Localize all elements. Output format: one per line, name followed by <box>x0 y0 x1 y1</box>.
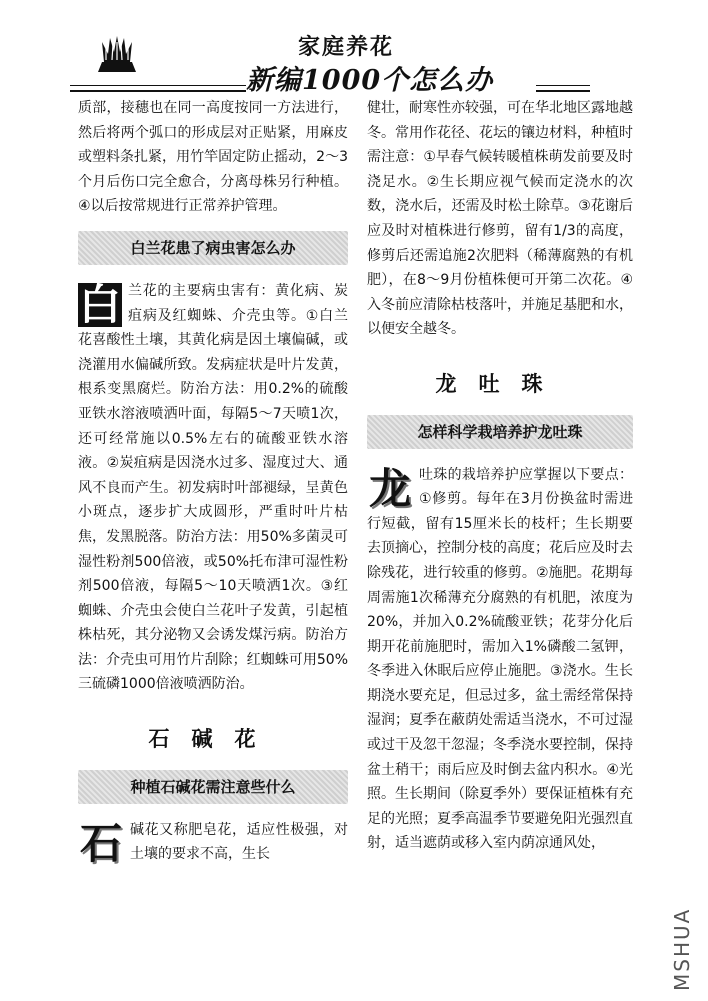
paragraph <box>78 279 348 697</box>
paragraph <box>78 818 348 867</box>
header-rule <box>536 90 590 92</box>
header-rule <box>70 90 246 92</box>
watermark-text: MSHUA <box>670 907 694 991</box>
paragraph: 质部，接穗也在同一高度按同一方法进行，然后将两个弧口的形成层对正贴紧，用麻皮或塑料条扎紧，用竹竿固定防止摇动，2～3个月后伤口完全愈合，分离母株另行种植。④以后按常规进行正常养护管理。 <box>78 100 348 215</box>
section-title: 龙吐珠 <box>435 370 565 396</box>
paragraph-text: 兰花的主要病虫害有：黄化病、炭疽病及红蜘蛛、介壳虫等。①白兰花喜酸性土壤，其黄化病是因土壤偏碱，或浇灌用水偏碱所致。发病症状是叶片发黄，根系变黑腐烂。防治方法：用0.2%的硫酸亚铁水溶液喷洒叶面，每隔5～7天喷1次，还可经常施以0.5%左右的硫酸亚铁水溶液。②炭疽病是因浇水过多、湿度过大、通风不良而产生。初发病时叶部褪绿，呈黄色小斑点，逐步扩大成圆形，严重时叶片枯焦，发黑脱落。防治方法：用50%多菌灵可湿性粉剂500倍液，或50%托布津可湿性粉剂500倍液，每隔5～10天喷洒1次。③红蜘蛛、介壳虫会使白兰花叶子发黄，引起植株枯死，其分泌物又会诱发煤污病。防治方法：介壳虫可用竹片刮除；红蜘蛛可用50%三硫磷1000倍液喷洒防治。 <box>78 282 348 693</box>
paragraph: 健壮，耐寒性亦较强，可在华北地区露地越冬。常用作花径、花坛的镶边材料，种植时需注意：①早春气候转暖植株萌发前要及时浇足水。②生长期应视气候而定浇水的次数，浇水后，还需及时松土除草。③花谢后应及时对植株进行修剪，留有1/3的高度，修剪后还需追施2次肥料（稀薄腐熟的有机肥），在8～9月份植株便可开第二次花。④入冬前应清除枯枝落叶，并施足基肥和水，以便安全越冬。 <box>367 100 633 338</box>
page-header <box>70 30 590 96</box>
right-column <box>367 96 633 856</box>
section-title: 石碱花 <box>148 726 278 752</box>
watermark <box>668 905 696 991</box>
paragraph-text: 吐珠的栽培养护应掌握以下要点：①修剪。每年在3月份换盆时需进行短截，留有15厘米长的枝杆；生长期要去顶摘心，控制分枝的高度；花后应及时去除残花，进行较重的修剪。②施肥。花期每周需施1次稀薄充分腐熟的有机肥，浓度为20%，并加入0.2%硫酸亚铁；花芽分化后期开花前施肥时，需加入1%磷酸二氢钾，冬季进入休眠后应停止施肥。③浇水。生长期浇水要充足，但忌过多，盆土需经常保持湿润；夏季在蔽荫处需适当浇水，不可过湿或过干及忽干忽湿；冬季浇水要控制，保持盆土稍干；雨后应及时倒去盆内积水。④光照。生长期间（除夏季外）要保证植株有充足的光照；夏季高温季节要避免阳光强烈直射，适当遮荫或移入室内荫凉通风处， <box>367 466 633 852</box>
left-column <box>78 96 348 867</box>
section-banner: 种植石碱花需注意些什么 <box>78 770 348 804</box>
drop-cap: 白 <box>78 279 121 329</box>
drop-cap: 龙 <box>368 463 411 513</box>
header-title: 新编1000个怎么办 <box>246 65 494 96</box>
header-rule <box>536 85 590 86</box>
section-banner: 怎样科学栽培养护龙吐珠 <box>367 415 633 449</box>
potted-plant-icon <box>92 34 142 74</box>
header-subtitle: 家庭养花 <box>298 34 395 60</box>
header-rule <box>70 85 246 86</box>
drop-cap: 石 <box>79 818 122 868</box>
paragraph <box>367 463 633 857</box>
section-banner: 白兰花患了病虫害怎么办 <box>78 231 348 265</box>
paragraph-text: 碱花又称肥皂花，适应性极强，对土壤的要求不高，生长 <box>130 821 348 863</box>
